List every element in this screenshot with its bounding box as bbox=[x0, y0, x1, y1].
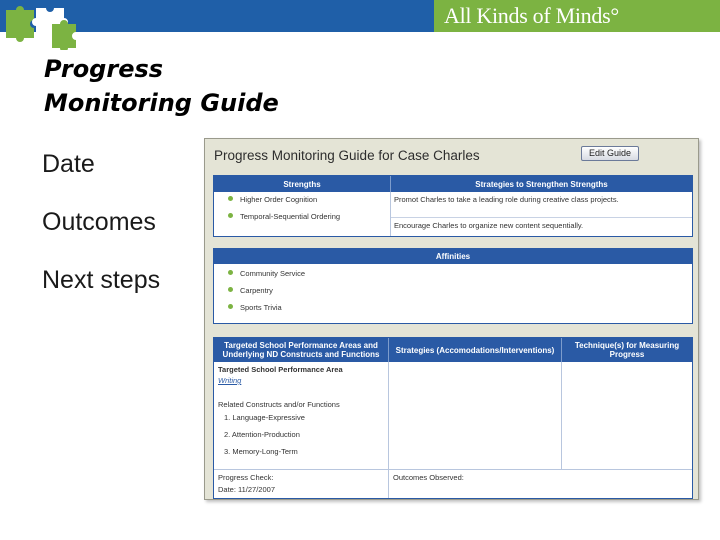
strengths-body bbox=[214, 192, 692, 236]
strategies-header: Strategies to Strengthen Strengths bbox=[390, 176, 692, 192]
affinities-panel bbox=[213, 248, 693, 324]
bullet-icon bbox=[228, 304, 233, 309]
outcomes-label: Outcomes Observed: bbox=[393, 473, 464, 482]
targeted-area-link[interactable]: Writing bbox=[218, 376, 242, 385]
techniques-header: Technique(s) for Measuring Progress bbox=[561, 338, 692, 362]
progress-check-label: Progress Check: bbox=[218, 473, 274, 482]
strategies-col-header: Strategies (Accomodations/Interventions) bbox=[388, 338, 561, 362]
strategies-cell bbox=[388, 362, 561, 469]
progress-check-cell bbox=[214, 470, 388, 498]
title-line-1: Progress bbox=[44, 55, 164, 83]
table-row bbox=[214, 362, 692, 470]
table-row bbox=[214, 470, 692, 498]
affinities-list bbox=[214, 264, 692, 312]
list-item bbox=[228, 303, 692, 312]
title-line-2: Monitoring Guide bbox=[44, 89, 279, 117]
strategies-list bbox=[390, 192, 692, 236]
bullet-date: Date bbox=[42, 150, 95, 178]
brand-logo-text: All Kinds of Minds° bbox=[444, 3, 619, 28]
affinities-header-row bbox=[214, 249, 692, 264]
affinities-header: Affinities bbox=[435, 252, 471, 261]
bullet-icon bbox=[228, 196, 233, 201]
guide-title: Progress Monitoring Guide for Case Charles bbox=[214, 148, 480, 163]
list-item bbox=[228, 195, 390, 212]
strengths-panel bbox=[213, 175, 693, 237]
strategy-item: Encourage Charles to organize new content sequentially. bbox=[391, 217, 692, 230]
bullet-icon bbox=[228, 213, 233, 218]
techniques-cell bbox=[561, 362, 692, 469]
puzzle-logo-icon bbox=[2, 2, 82, 50]
strengths-header-row bbox=[214, 176, 692, 192]
strengths-list bbox=[214, 192, 390, 236]
targeted-areas-header: Targeted School Performance Areas and Underlying ND Constructs and Functions bbox=[222, 341, 380, 359]
outcomes-cell bbox=[388, 470, 692, 498]
strengths-header: Strengths bbox=[283, 179, 321, 189]
affinity-label: Community Service bbox=[240, 269, 306, 278]
construct-item: 2. Attention-Production bbox=[224, 430, 300, 439]
construct-item: 1. Language-Expressive bbox=[224, 413, 305, 422]
strategy-item: Promot Charles to take a leading role during creative class projects. bbox=[394, 195, 619, 204]
affinity-label: Carpentry bbox=[240, 286, 273, 295]
list-item bbox=[228, 286, 692, 303]
affinity-label: Sports Trivia bbox=[240, 303, 282, 312]
bullet-next-steps: Next steps bbox=[42, 266, 161, 294]
targeted-areas-table bbox=[213, 337, 693, 499]
construct-item: 3. Memory-Long-Term bbox=[224, 447, 298, 456]
targeted-area-cell bbox=[214, 362, 388, 469]
bullet-icon bbox=[228, 270, 233, 275]
strength-label: Higher Order Cognition bbox=[240, 195, 318, 204]
bullet-icon bbox=[228, 287, 233, 292]
guide-screenshot bbox=[204, 138, 699, 500]
progress-date: Date: 11/27/2007 bbox=[218, 485, 275, 494]
list-item bbox=[228, 212, 390, 221]
targeted-area-label: Targeted School Performance Area bbox=[218, 365, 343, 374]
list-item bbox=[228, 269, 692, 286]
bullet-outcomes: Outcomes bbox=[42, 208, 156, 236]
strength-label: Temporal-Sequential Ordering bbox=[240, 212, 341, 221]
page-title bbox=[44, 52, 344, 120]
edit-guide-button[interactable]: Edit Guide bbox=[581, 146, 639, 161]
table-header-row bbox=[214, 338, 692, 362]
constructs-label: Related Constructs and/or Functions bbox=[218, 400, 340, 409]
